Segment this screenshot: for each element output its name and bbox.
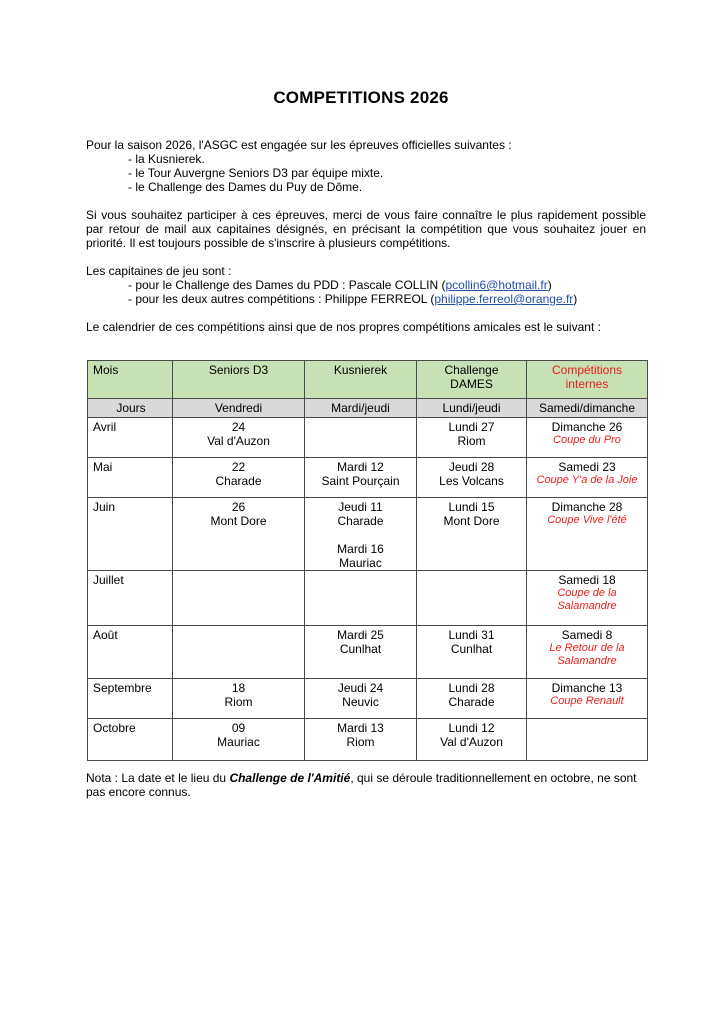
captains-section [86, 264, 646, 306]
days-cell: Samedi/dimanche [527, 399, 648, 418]
table-row [88, 571, 648, 626]
captain-item: - pour les deux autres compétitions : Philippe FERREOL (philippe.ferreol@orange.fr) [128, 292, 578, 306]
table-row [88, 418, 648, 458]
days-cell: Vendredi [173, 399, 305, 418]
table-days-row [88, 399, 648, 418]
days-cell: Jours [88, 399, 173, 418]
email-link[interactable]: philippe.ferreol@orange.fr [434, 292, 574, 306]
dames-cell: Lundi 27 Riom [417, 418, 527, 458]
dames-cell: Jeudi 28 Les Volcans [417, 458, 527, 498]
kusnierek-cell [305, 418, 417, 458]
nota-paragraph: Nota : La date et le lieu du Challenge de l'Amitié, qui se déroule traditionnellement en octobre, ne sont pas encore connus. [86, 771, 637, 799]
participation-paragraph: Si vous souhaitez participer à ces épreuves, merci de vous faire connaître le plus rapidement possible par retour de mail aux capitaines désignés, en précisant la compétition que vous souhaitez jouer en priorité. Il est toujours possible de s'inscrire à plusieurs compétitions. [86, 208, 646, 250]
internes-cell: Samedi 8 Le Retour de la Salamandre [527, 626, 648, 679]
intro-section [86, 138, 646, 194]
seniors-cell: 22 Charade [173, 458, 305, 498]
month-cell: Avril [88, 418, 173, 458]
kusnierek-cell [305, 571, 417, 626]
table-row [88, 498, 648, 571]
dames-cell [417, 571, 527, 626]
calendar-intro: Le calendrier de ces compétitions ainsi que de nos propres compétitions amicales est le suivant : [86, 320, 601, 334]
seniors-cell: 18 Riom [173, 679, 305, 719]
table-row [88, 679, 648, 719]
seniors-cell [173, 571, 305, 626]
intro-lead: Pour la saison 2026, l'ASGC est engagée sur les épreuves officielles suivantes : [86, 138, 512, 152]
dames-cell: Lundi 12 Val d'Auzon [417, 719, 527, 761]
month-cell: Juillet [88, 571, 173, 626]
table-row [88, 719, 648, 761]
seniors-cell: 24 Val d'Auzon [173, 418, 305, 458]
email-link[interactable]: pcollin6@hotmail.fr [445, 278, 548, 292]
internes-cell: Samedi 18 Coupe de la Salamandre [527, 571, 648, 626]
header-cell: Challenge DAMES [417, 361, 527, 399]
seniors-cell: 09 Mauriac [173, 719, 305, 761]
calendar-table [87, 360, 648, 761]
month-cell: Octobre [88, 719, 173, 761]
nota-emphasis: Challenge de l'Amitié [229, 771, 351, 785]
kusnierek-cell: Jeudi 24 Neuvic [305, 679, 417, 719]
dames-cell: Lundi 28 Charade [417, 679, 527, 719]
intro-item: - la Kusnierek. [128, 152, 205, 166]
internes-cell: Dimanche 26 Coupe du Pro [527, 418, 648, 458]
seniors-cell: 26 Mont Dore [173, 498, 305, 571]
month-cell: Août [88, 626, 173, 679]
table-row [88, 626, 648, 679]
captain-item: - pour le Challenge des Dames du PDD : Pascale COLLIN (pcollin6@hotmail.fr) [128, 278, 552, 292]
header-cell: Kusnierek [305, 361, 417, 399]
intro-item: - le Tour Auvergne Seniors D3 par équipe mixte. [128, 166, 384, 180]
header-cell: Mois [88, 361, 173, 399]
kusnierek-cell: Mardi 25 Cunlhat [305, 626, 417, 679]
dames-cell: Lundi 15 Mont Dore [417, 498, 527, 571]
month-cell: Septembre [88, 679, 173, 719]
captains-lead: Les capitaines de jeu sont : [86, 264, 232, 278]
month-cell: Juin [88, 498, 173, 571]
kusnierek-cell: Mardi 12 Saint Pourçain [305, 458, 417, 498]
intro-item: - le Challenge des Dames du Puy de Dôme. [128, 180, 363, 194]
seniors-cell [173, 626, 305, 679]
kusnierek-cell: Jeudi 11 Charade Mardi 16 Mauriac [305, 498, 417, 571]
days-cell: Mardi/jeudi [305, 399, 417, 418]
internes-cell: Dimanche 28 Coupe Vive l'été [527, 498, 648, 571]
header-cell: Seniors D3 [173, 361, 305, 399]
month-cell: Mai [88, 458, 173, 498]
header-cell: Compétitions internes [527, 361, 648, 399]
kusnierek-cell: Mardi 13 Riom [305, 719, 417, 761]
table-header-row [88, 361, 648, 399]
days-cell: Lundi/jeudi [417, 399, 527, 418]
page-title: COMPETITIONS 2026 [273, 88, 449, 107]
table-row [88, 458, 648, 498]
dames-cell: Lundi 31 Cunlhat [417, 626, 527, 679]
internes-cell [527, 719, 648, 761]
internes-cell: Dimanche 13 Coupe Renault [527, 679, 648, 719]
internes-cell: Samedi 23 Coupe Y'a de la Joie [527, 458, 648, 498]
